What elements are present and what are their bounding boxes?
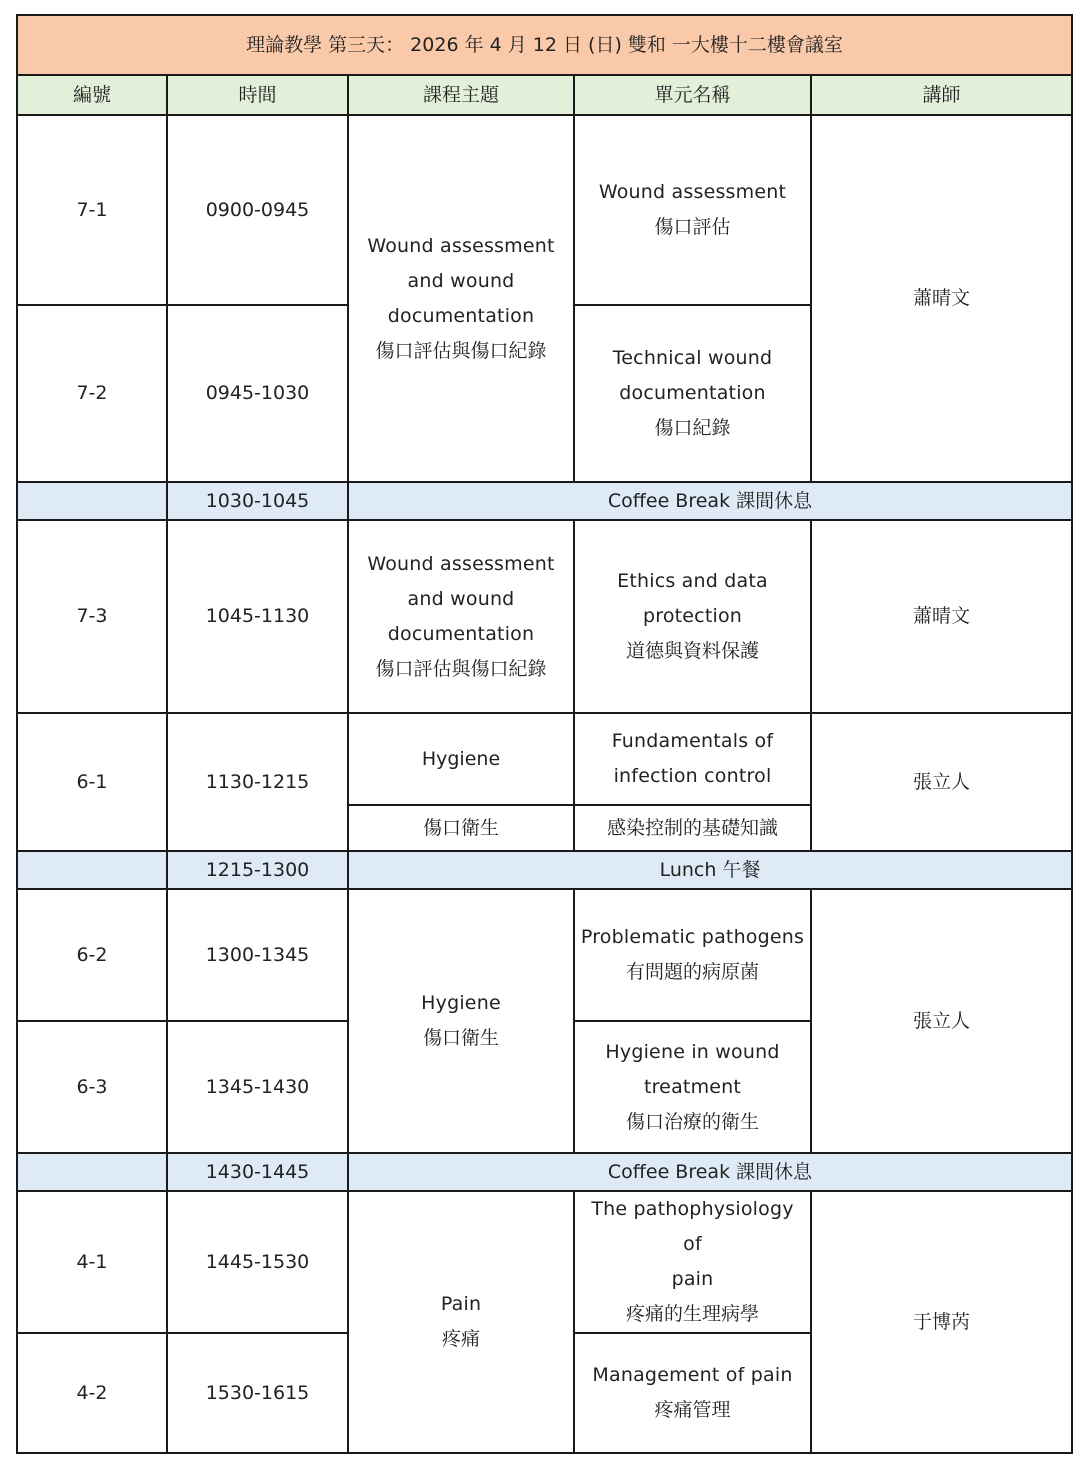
session-time: 0900-0945 [167,115,348,305]
unit-name [574,520,811,713]
topic-zh-line: 傷口衛生 [422,1027,499,1049]
session-time: 1300-1345 [167,889,348,1021]
unit-en-line: Wound assessment [598,181,787,203]
session-id: 7-1 [17,115,167,305]
header-topic: 課程主題 [348,75,574,115]
unit-zh-line: 傷口評估 [654,216,731,238]
header-lecturer: 講師 [811,75,1072,115]
break-row [17,1153,1072,1191]
lecturer: 蕭晴文 [811,520,1072,713]
unit-en-line: Ethics and data [617,570,768,592]
course-topic [348,889,574,1153]
topic-zh-line: 傷口評估與傷口紀錄 [375,339,547,362]
break-label: Lunch 午餐 [348,851,1072,889]
unit-name-zh: 感染控制的基礎知識 [574,805,811,851]
header-id: 編號 [17,75,167,115]
course-topic-zh: 傷口衛生 [348,805,574,851]
topic-en-line: Wound assessment [367,234,555,257]
unit-en-line: treatment [643,1075,742,1098]
topic-en-line: Wound assessment [367,552,555,575]
topic-zh-line: 傷口評估與傷口紀錄 [375,657,547,680]
course-topic-en: Hygiene [348,713,574,805]
topic-en-line: Hygiene [421,992,501,1014]
unit-zh-line: 傷口治療的衛生 [625,1110,759,1133]
lecturer: 于博芮 [811,1191,1072,1453]
topic-zh-line: 疼痛 [441,1328,480,1350]
break-id-empty [17,1153,167,1191]
break-time: 1215-1300 [167,851,348,889]
unit-zh-line: 疼痛的生理病學 [625,1303,759,1325]
topic-en-line: and wound [407,587,515,610]
unit-name-en [574,713,811,805]
topic-en-line: documentation [387,304,535,327]
unit-en-line: Technical wound [612,347,773,369]
break-time: 1030-1045 [167,482,348,520]
unit-en-line: documentation [619,382,766,404]
table-row [17,520,1072,713]
session-id: 4-1 [17,1191,167,1333]
session-time: 1130-1215 [167,713,348,851]
header-unit: 單元名稱 [574,75,811,115]
session-id: 7-2 [17,305,167,482]
header-row [17,75,1072,115]
session-time: 1345-1430 [167,1021,348,1153]
break-id-empty [17,482,167,520]
table-row [17,713,1072,805]
session-id: 6-2 [17,889,167,1021]
course-topic [348,520,574,713]
unit-en-line: infection control [613,765,772,787]
unit-name [574,1333,811,1453]
session-time: 1445-1530 [167,1191,348,1333]
lecturer: 張立人 [811,889,1072,1153]
session-id: 4-2 [17,1333,167,1453]
lecturer: 蕭晴文 [811,115,1072,482]
table-row [17,115,1072,305]
topic-en-line: and wound [407,269,515,292]
unit-name [574,1191,811,1333]
topic-en-line: documentation [387,622,535,645]
unit-zh-line: 有問題的病原菌 [625,961,759,983]
session-time: 0945-1030 [167,305,348,482]
unit-name [574,1021,811,1153]
break-label: Coffee Break 課間休息 [348,1153,1072,1191]
session-time: 1530-1615 [167,1333,348,1453]
course-topic [348,115,574,482]
lecturer: 張立人 [811,713,1072,851]
unit-en-line: Fundamentals of [611,730,774,752]
unit-en-line: Problematic pathogens [580,926,805,948]
title-row [17,15,1072,75]
course-topic [348,1191,574,1453]
unit-zh-line: 道德與資料保護 [625,640,759,662]
unit-zh-line: 疼痛管理 [654,1399,731,1421]
break-id-empty [17,851,167,889]
table-row [17,889,1072,1021]
unit-name [574,115,811,305]
unit-name [574,889,811,1021]
schedule-table [16,14,1073,1454]
break-row [17,482,1072,520]
session-id: 7-3 [17,520,167,713]
session-id: 6-1 [17,713,167,851]
break-time: 1430-1445 [167,1153,348,1191]
session-id: 6-3 [17,1021,167,1153]
topic-en-line: Pain [440,1293,482,1315]
break-label: Coffee Break 課間休息 [348,482,1072,520]
unit-en-line: protection [642,605,743,627]
session-time: 1045-1130 [167,520,348,713]
unit-zh-line: 傷口紀錄 [654,417,731,439]
unit-en-line: Hygiene in wound [605,1040,780,1063]
schedule-title: 理論教學 第三天： 2026 年 4 月 12 日 (日) 雙和 一大樓十二樓會議室 [17,15,1072,75]
table-row [17,1191,1072,1333]
break-row [17,851,1072,889]
unit-en-line: The pathophysiology of [591,1198,794,1255]
unit-en-line: pain [671,1268,714,1290]
unit-name [574,305,811,482]
unit-en-line: Management of pain [592,1364,793,1386]
header-time: 時間 [167,75,348,115]
